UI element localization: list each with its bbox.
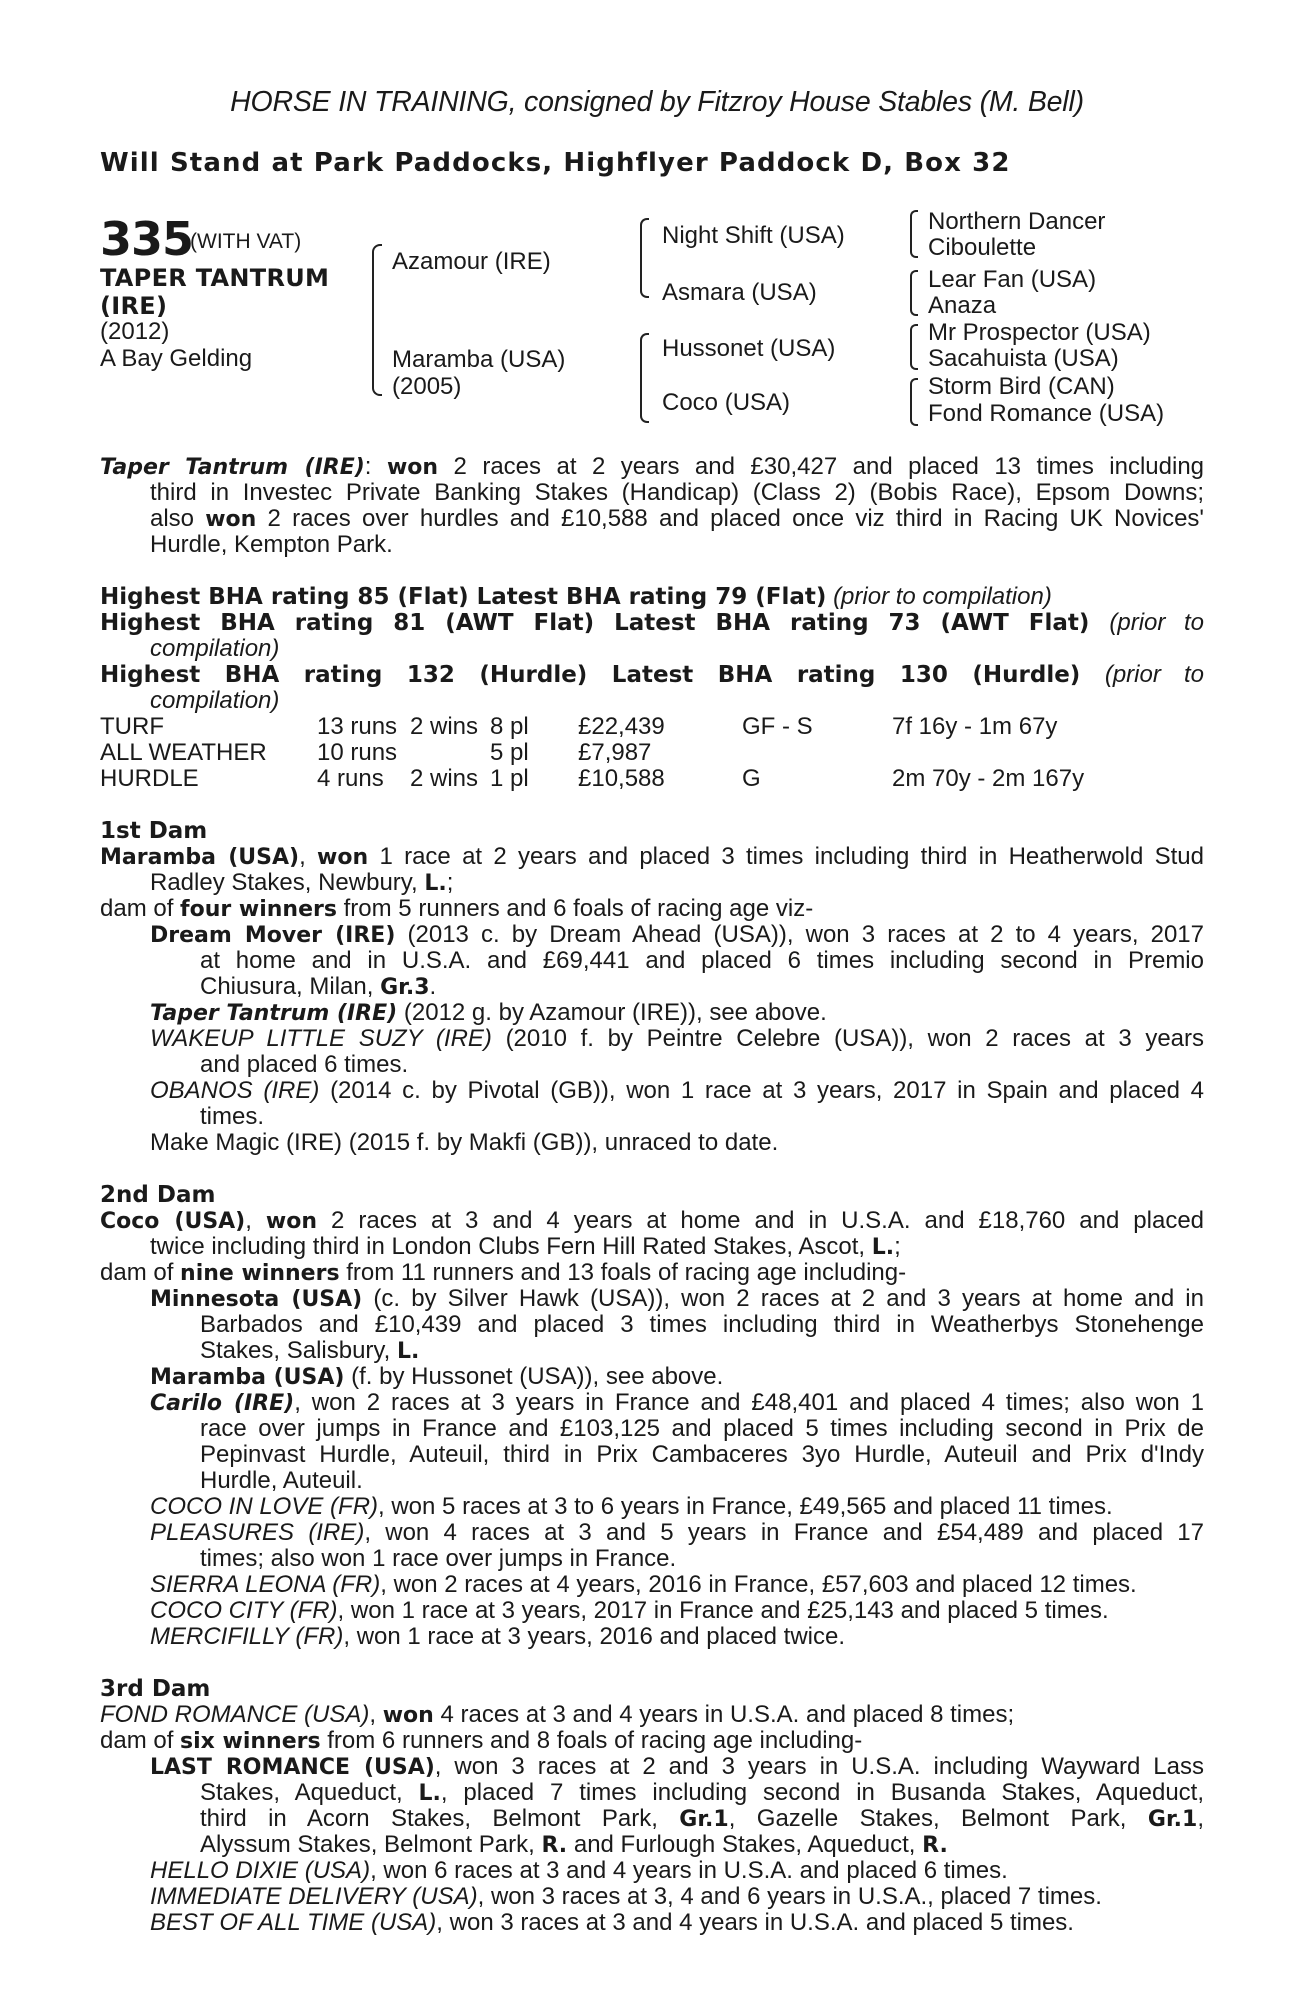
offspring-entry: Make Magic (IRE) (2015 f. by Makfi (GB)), unraced to date. xyxy=(150,1129,779,1156)
pedigree-brace-g4 xyxy=(910,378,918,426)
section-heading: 3rd Dam xyxy=(100,1676,211,1702)
pedigree-sire-dam: Asmara (USA) xyxy=(662,279,817,306)
summary-line-3: also won 2 races over hurdles and £10,588 and placed once viz third in Racing UK Novices' xyxy=(150,505,1204,532)
pedigree-g3-7: Storm Bird (CAN) xyxy=(928,373,1115,400)
pedigree-brace-g2 xyxy=(910,270,918,316)
dam2-line-3: dam of nine winners from 11 runners and 13 foals of racing age including- xyxy=(100,1259,907,1286)
stand-location: Will Stand at Park Paddocks, Highflyer Paddock D, Box 32 xyxy=(100,148,1011,178)
summary-line-1: Taper Tantrum (IRE): won 2 races at 2 years and £30,427 and placed 13 times including xyxy=(100,453,1205,480)
dam2-line-2: twice including third in London Clubs Fern Hill Rated Stakes, Ascot, L.; xyxy=(150,1233,901,1260)
pedigree-dam-dam: Coco (USA) xyxy=(662,389,791,416)
offspring-entry: LAST ROMANCE (USA), won 3 races at 2 and 3 years in U.S.A. including Wayward Lass xyxy=(150,1753,1204,1780)
pedigree-sire-sire: Night Shift (USA) xyxy=(662,222,845,249)
section-heading: 1st Dam xyxy=(100,818,208,844)
dam1-line-3: dam of four winners from 5 runners and 6 foals of racing age viz- xyxy=(100,895,814,922)
pedigree-g3-5: Mr Prospector (USA) xyxy=(928,319,1151,346)
rating-line-2-cont: compilation) xyxy=(150,635,280,662)
pedigree-brace-gen1 xyxy=(372,244,382,396)
offspring-entry: SIERRA LEONA (FR), won 2 races at 4 years, 2016 in France, £57,603 and placed 12 times. xyxy=(150,1571,1137,1598)
pedigree-brace-sire xyxy=(640,218,649,298)
offspring-entry: COCO IN LOVE (FR), won 5 races at 3 to 6 years in France, £49,565 and placed 11 times. xyxy=(150,1493,1113,1520)
summary-line-2: third in Investec Private Banking Stakes (Handicap) (Class 2) (Bobis Race), Epsom Downs; xyxy=(150,479,1204,506)
lot-number: 335 xyxy=(100,212,194,266)
pedigree-g3-3: Lear Fan (USA) xyxy=(928,266,1097,293)
offspring-entry: Carilo (IRE), won 2 races at 3 years in France and £48,401 and placed 4 times; also won 1 xyxy=(150,1389,1204,1416)
vat-note: (WITH VAT) xyxy=(190,230,302,253)
horse-name: Taper Tantrum (IRE) xyxy=(100,455,365,480)
pedigree-g3-1: Northern Dancer xyxy=(928,208,1106,235)
pedigree-dam-year: (2005) xyxy=(392,373,462,400)
pedigree-g3-8: Fond Romance (USA) xyxy=(928,400,1165,427)
pedigree-brace-dam xyxy=(640,333,649,423)
offspring-entry: IMMEDIATE DELIVERY (USA), won 3 races at 3, 4 and 6 years in U.S.A., placed 7 times. xyxy=(150,1883,1102,1910)
pedigree-brace-g3 xyxy=(910,324,918,370)
offspring-entry: Minnesota (USA) (c. by Silver Hawk (USA)), won 2 races at 2 and 3 years at home and in xyxy=(150,1285,1204,1312)
offspring-entry: Maramba (USA) (f. by Hussonet (USA)), see above. xyxy=(150,1363,724,1390)
pedigree-brace-g1 xyxy=(910,210,918,258)
rating-line-3: Highest BHA rating 132 (Hurdle) Latest BHA rating 130 (Hurdle) (prior to xyxy=(100,661,1204,688)
offspring-entry: WAKEUP LITTLE SUZY (IRE) (2010 f. by Peintre Celebre (USA)), won 2 races at 3 years xyxy=(150,1025,1204,1052)
pedigree-dam-sire: Hussonet (USA) xyxy=(662,335,836,362)
section-heading: 2nd Dam xyxy=(100,1182,216,1208)
dam2-line-1: Coco (USA), won 2 races at 3 and 4 years at home and in U.S.A. and £18,760 and placed xyxy=(100,1207,1205,1234)
horse-name-line2: (IRE) xyxy=(100,292,168,320)
page-header-title: HORSE IN TRAINING, consigned by Fitzroy House Stables (M. Bell) xyxy=(230,86,1084,118)
pedigree-g3-2: Ciboulette xyxy=(928,234,1037,261)
pedigree-sire: Azamour (IRE) xyxy=(392,248,551,275)
offspring-entry: OBANOS (IRE) (2014 c. by Pivotal (GB)), won 1 race at 3 years, 2017 in Spain and placed 4 xyxy=(150,1077,1205,1104)
offspring-entry: PLEASURES (IRE), won 4 races at 3 and 5 years in France and £54,489 and placed 17 xyxy=(150,1519,1204,1546)
offspring-entry: Taper Tantrum (IRE) (2012 g. by Azamour (IRE)), see above. xyxy=(150,999,827,1026)
horse-name-line1: TAPER TANTRUM xyxy=(100,264,330,292)
offspring-entry: HELLO DIXIE (USA), won 6 races at 3 and 4 years in U.S.A. and placed 6 times. xyxy=(150,1857,1008,1884)
rating-line-2: Highest BHA rating 81 (AWT Flat) Latest BHA rating 73 (AWT Flat) (prior to xyxy=(100,609,1205,636)
offspring-entry: BEST OF ALL TIME (USA), won 3 races at 3 and 4 years in U.S.A. and placed 5 times. xyxy=(150,1909,1074,1936)
pedigree-g3-4: Anaza xyxy=(928,292,997,319)
pedigree-g3-6: Sacahuista (USA) xyxy=(928,345,1119,372)
offspring-entry: Dream Mover (IRE) (2013 c. by Dream Ahead (USA)), won 3 races at 2 to 4 years, 2017 xyxy=(150,921,1204,948)
dam3-line-1: FOND ROMANCE (USA), won 4 races at 3 and 4 years in U.S.A. and placed 8 times; xyxy=(100,1701,1015,1728)
rating-line-1: Highest BHA rating 85 (Flat) Latest BHA rating 79 (Flat) (prior to compilation) xyxy=(100,583,1052,610)
rating-line-3-cont: compilation) xyxy=(150,687,280,714)
offspring-entry: COCO CITY (FR), won 1 race at 3 years, 2017 in France and £25,143 and placed 5 times. xyxy=(150,1597,1109,1624)
offspring-entry: MERCIFILLY (FR), won 1 race at 3 years, 2016 and placed twice. xyxy=(150,1623,846,1650)
foaling-year: (2012) xyxy=(100,318,170,345)
pedigree-dam: Maramba (USA) xyxy=(392,346,566,373)
dam1-line-2: Radley Stakes, Newbury, L.; xyxy=(150,869,454,896)
dam3-line-2: dam of six winners from 6 runners and 8 foals of racing age including- xyxy=(100,1727,863,1754)
horse-description: A Bay Gelding xyxy=(100,345,253,372)
dam1-line-1: Maramba (USA), won 1 race at 2 years and placed 3 times including third in Heatherwold Stud xyxy=(100,843,1204,870)
summary-line-4: Hurdle, Kempton Park. xyxy=(150,531,393,558)
